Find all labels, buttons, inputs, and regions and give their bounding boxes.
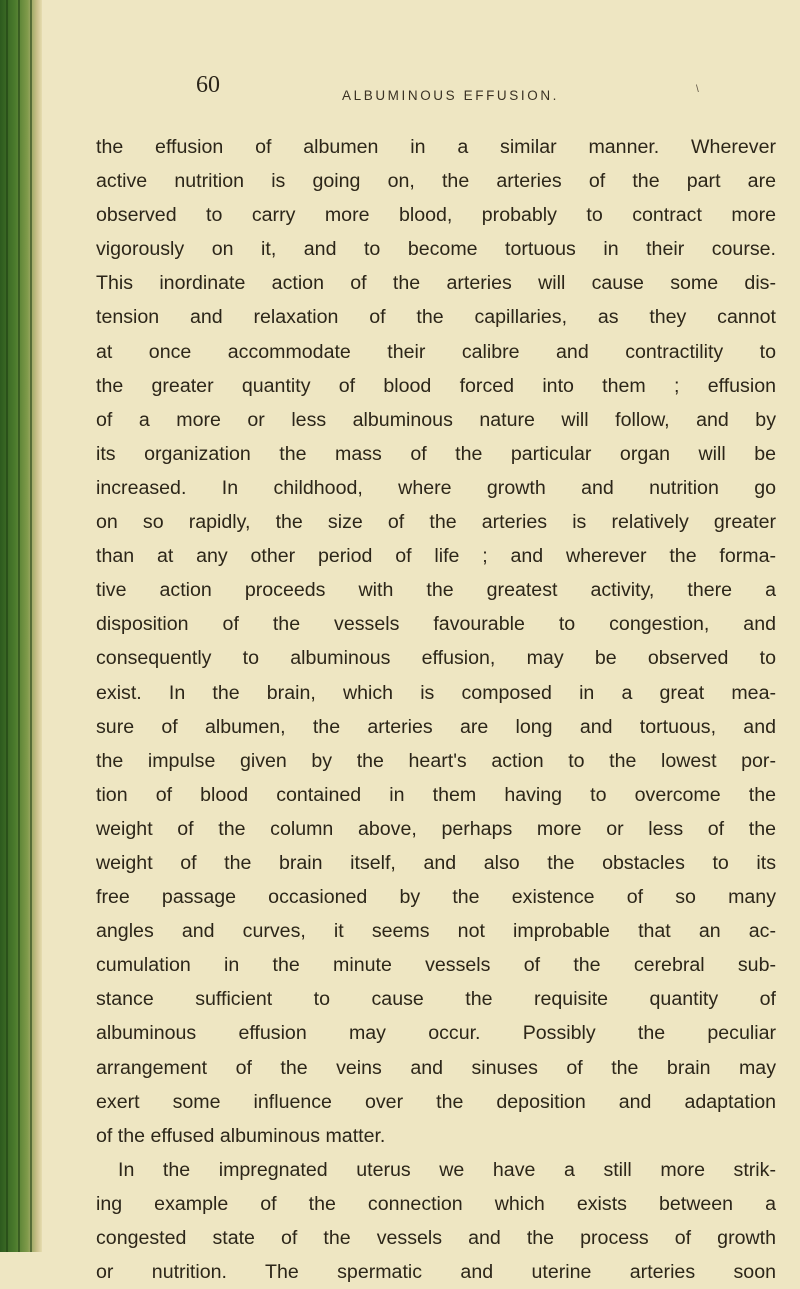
text-line: angles and curves, it seems not improbable that an ac- — [96, 920, 776, 943]
text-line: weight of the brain itself, and also the obstacles to its — [96, 851, 776, 874]
body-text — [96, 130, 776, 1289]
text-line: the impulse given by the heart's action to the lowest por- — [96, 749, 776, 772]
text-line: tive action proceeds with the greatest activity, there a — [96, 579, 776, 602]
text-line: active nutrition is going on, the arteries of the part are — [96, 170, 776, 193]
text-line: observed to carry more blood, probably to contract more — [96, 204, 776, 227]
text-line: cumulation in the minute vessels of the cerebral sub- — [96, 954, 776, 977]
text-line: increased. In childhood, where growth and nutrition go — [96, 476, 776, 499]
text-line: at once accommodate their calibre and contractility to — [96, 340, 776, 363]
text-line: consequently to albuminous effusion, may be observed to — [96, 647, 776, 670]
text-line: free passage occasioned by the existence of so many — [96, 886, 776, 909]
binding-stitch-line — [18, 0, 20, 1252]
text-line: weight of the column above, perhaps more or less of the — [96, 817, 776, 840]
text-line: tension and relaxation of the capillaries, as they cannot — [96, 306, 776, 329]
text-line: its organization the mass of the particular organ will be — [96, 442, 776, 465]
text-line: congested state of the vessels and the process of growth — [96, 1227, 776, 1249]
text-line: albuminous effusion may occur. Possibly the peculiar — [96, 1022, 776, 1045]
binding-stitch-line — [6, 0, 8, 1252]
text-line: ing example of the connection which exists between a — [96, 1192, 776, 1215]
text-line: In the impregnated uterus we have a still more strik- — [118, 1158, 776, 1181]
binding-stitch-line — [30, 0, 32, 1252]
text-line: arrangement of the veins and sinuses of the brain may — [96, 1056, 776, 1079]
text-line: disposition of the vessels favourable to congestion, and — [96, 613, 776, 636]
text-line: of a more or less albuminous nature will follow, and by — [96, 408, 776, 431]
text-line: stance sufficient to cause the requisite quantity of — [96, 988, 776, 1011]
text-line: sure of albumen, the arteries are long and tortuous, and — [96, 715, 776, 738]
text-line: of the effused albuminous matter. — [96, 1124, 386, 1147]
text-line: than at any other period of life ; and wherever the forma- — [96, 545, 776, 568]
text-line: the effusion of albumen in a similar manner. Wherever — [96, 136, 776, 158]
text-line: or nutrition. The spermatic and uterine arteries soon — [96, 1261, 776, 1284]
text-line: This inordinate action of the arteries will cause some dis- — [96, 272, 776, 295]
text-line: tion of blood contained in them having to overcome the — [96, 783, 776, 806]
book-binding-edge — [0, 0, 42, 1252]
text-line: exist. In the brain, which is composed in a great mea- — [96, 681, 776, 704]
page-number: 60 — [196, 72, 220, 98]
text-line: on so rapidly, the size of the arteries is relatively greater — [96, 511, 776, 534]
text-line: exert some influence over the deposition and adaptation — [96, 1090, 776, 1113]
text-line: vigorously on it, and to become tortuous in their course. — [96, 238, 776, 261]
printer-mark: \ — [696, 84, 699, 95]
running-head: ALBUMINOUS EFFUSION. — [342, 88, 560, 103]
text-line: the greater quantity of blood forced into them ; effusion — [96, 374, 776, 397]
